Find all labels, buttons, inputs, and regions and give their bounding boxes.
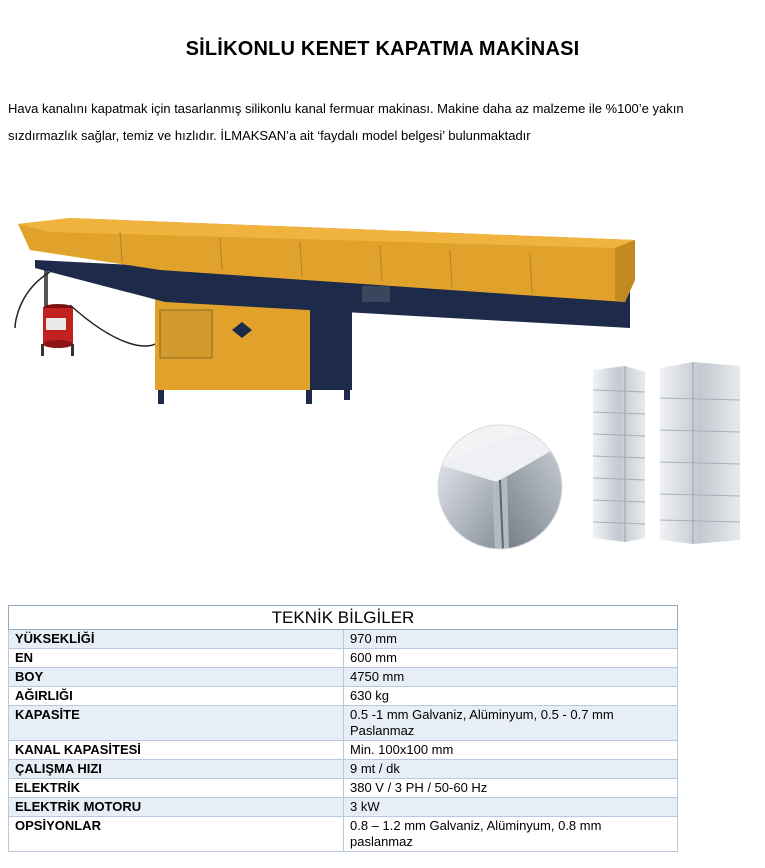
spec-value: 4750 mm: [344, 668, 678, 687]
duct-columns-photo: [575, 360, 755, 545]
spec-value-line: paslanmaz: [350, 834, 413, 849]
spec-key: ELEKTRİK MOTORU: [9, 798, 344, 817]
table-row: [9, 741, 678, 760]
table-row: [9, 630, 678, 649]
table-row: [9, 687, 678, 706]
table-header-row: [9, 606, 678, 630]
table-row: [9, 779, 678, 798]
spec-value: 3 kW: [344, 798, 678, 817]
spec-value: 970 mm: [344, 630, 678, 649]
spec-key: ELEKTRİK: [9, 779, 344, 798]
spec-value-line: Paslanmaz: [350, 723, 415, 738]
intro-line-2: sızdırmazlık sağlar, temiz ve hızlıdır. İLMAKSAN’a ait ‘faydalı model belgesi’ bulunmaktadır: [8, 128, 531, 143]
technical-specs-table: [8, 605, 678, 852]
spec-value-line: 0.5 -1 mm Galvaniz, Alüminyum, 0.5 - 0.7 mm: [350, 707, 614, 722]
table-row: [9, 706, 678, 741]
spec-key: ÇALIŞMA HIZI: [9, 760, 344, 779]
intro-line-1: Hava kanalını kapatmak için tasarlanmış silikonlu kanal fermuar makinası. Makine daha az malzeme ile %100’e yakın: [8, 101, 684, 116]
spec-value: [344, 817, 678, 852]
table-row: [9, 817, 678, 852]
spec-key: YÜKSEKLİĞİ: [9, 630, 344, 649]
table-row: [9, 760, 678, 779]
page-title: SİLİKONLU KENET KAPATMA MAKİNASI: [185, 38, 580, 60]
intro-paragraph: [8, 95, 758, 149]
spec-key: OPSİYONLAR: [9, 817, 344, 852]
table-row: [9, 649, 678, 668]
spec-value-line: 0.8 – 1.2 mm Galvaniz, Alüminyum, 0.8 mm: [350, 818, 602, 833]
table-row: [9, 668, 678, 687]
spec-key: KANAL KAPASİTESİ: [9, 741, 344, 760]
spec-value: Min. 100x100 mm: [344, 741, 678, 760]
spec-key: AĞIRLIĞI: [9, 687, 344, 706]
machine-photo: [10, 210, 640, 410]
table-row: [9, 798, 678, 817]
spec-value: [344, 706, 678, 741]
duct-corner-photo: [437, 424, 563, 550]
spec-value: 630 kg: [344, 687, 678, 706]
spec-value: 380 V / 3 PH / 50-60 Hz: [344, 779, 678, 798]
spec-value: 9 mt / dk: [344, 760, 678, 779]
spec-value: 600 mm: [344, 649, 678, 668]
specs-heading: TEKNİK BİLGİLER: [9, 606, 678, 630]
spec-key: EN: [9, 649, 344, 668]
spec-key: KAPASİTE: [9, 706, 344, 741]
spec-key: BOY: [9, 668, 344, 687]
